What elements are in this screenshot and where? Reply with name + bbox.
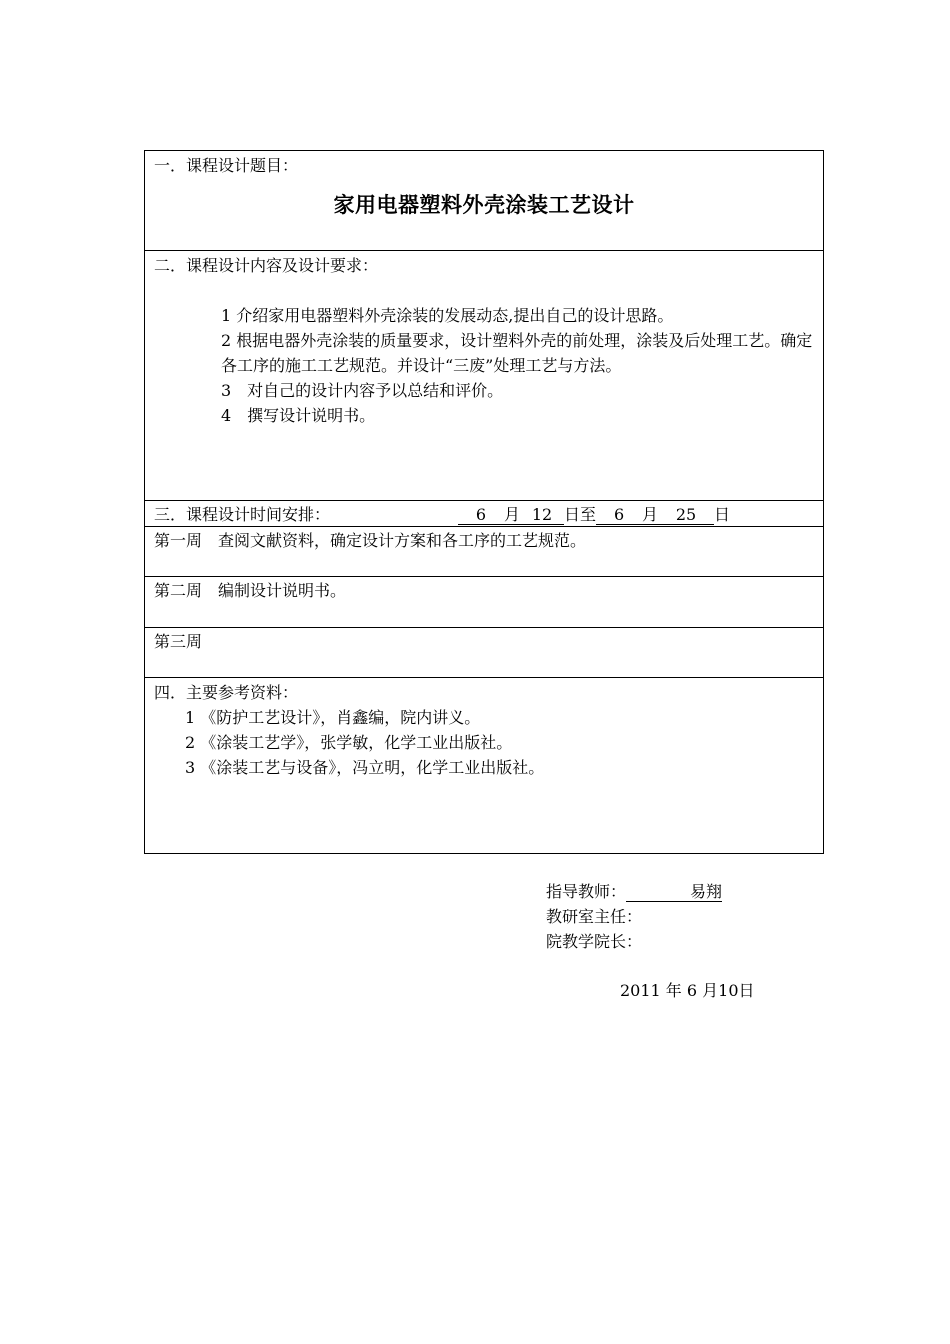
week-row	[145, 628, 823, 678]
section-references-title: 四．主要参考资料：	[154, 683, 299, 702]
requirements-list	[221, 303, 815, 428]
section-schedule	[145, 501, 823, 527]
section-requirements-title: 二．课程设计内容及设计要求：	[154, 256, 379, 275]
references-list	[185, 705, 544, 780]
list-item: 1 《防护工艺设计》，肖鑫编，院内讲义。	[185, 708, 481, 727]
week-1-text: 第一周 查阅文献资料，确定设计方案和各工序的工艺规范。	[154, 531, 587, 550]
design-topic: 家用电器塑料外壳涂装工艺设计	[333, 192, 635, 217]
day-label: 日	[714, 505, 731, 524]
end-month: 6	[596, 506, 642, 525]
section-requirements	[145, 251, 823, 501]
signature-block	[546, 879, 722, 954]
list-item: 2 《涂装工艺学》，张学敏，化学工业出版社。	[185, 733, 513, 752]
section-schedule-title: 三．课程设计时间安排：	[154, 505, 331, 524]
section-topic	[145, 151, 823, 251]
month-label: 月	[642, 505, 659, 524]
section-references	[145, 678, 823, 853]
week-row	[145, 577, 823, 628]
start-day: 12	[520, 506, 564, 525]
advisor-label: 指导教师：	[546, 882, 627, 901]
document-date: 2011 年 6 月10日	[620, 981, 755, 1000]
schedule-dates	[458, 504, 730, 526]
list-item: 3 《涂装工艺与设备》，冯立明，化学工业出版社。	[185, 758, 545, 777]
director-label: 教研室主任：	[546, 907, 643, 926]
week-row	[145, 527, 823, 577]
month-label: 月	[504, 505, 521, 524]
week-2-text: 第二周 编制设计说明书。	[154, 581, 347, 600]
week-3-text: 第三周	[154, 632, 203, 651]
assignment-form	[144, 150, 824, 854]
day-to-label: 日至	[564, 505, 597, 524]
list-item: 1 介绍家用电器塑料外壳涂装的发展动态,提出自己的设计思路。	[221, 306, 674, 325]
advisor-line	[546, 879, 722, 904]
list-item: 4 撰写设计说明书。	[221, 406, 376, 425]
start-month: 6	[458, 506, 504, 525]
dean-label: 院教学院长：	[546, 932, 643, 951]
advisor-name: 易翔	[626, 882, 722, 902]
section-topic-title: 一．课程设计题目：	[154, 156, 299, 175]
list-item: 2 根据电器外壳涂装的质量要求，设计塑料外壳的前处理，涂装及后处理工艺。确定各工序的施工工艺规范。并设计“三废”处理工艺与方法。	[221, 331, 813, 375]
end-day: 25	[658, 506, 714, 525]
list-item: 3 对自己的设计内容予以总结和评价。	[221, 381, 504, 400]
